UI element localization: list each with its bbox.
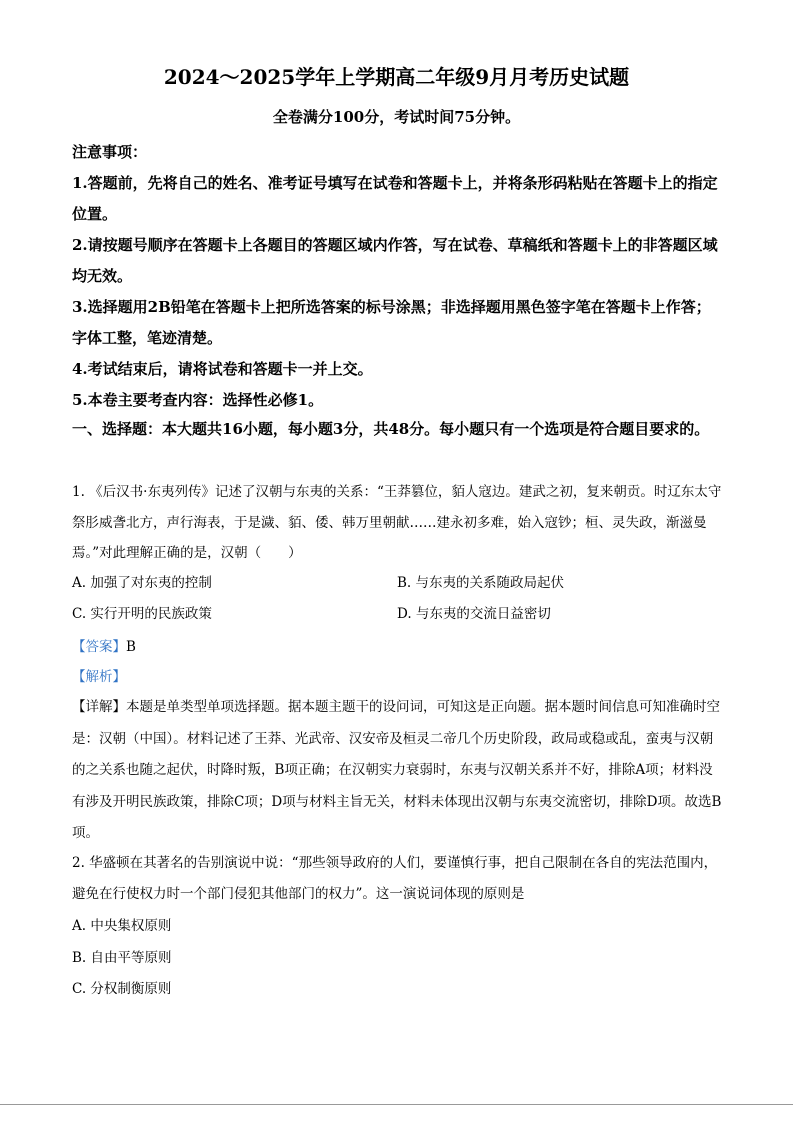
note-item: 2.请按题号顺序在答题卡上各题目的答题区域内作答，写在试卷、草稿纸和答题卡上的非答题区域均无效。 (72, 236, 718, 285)
answer-line (72, 632, 722, 662)
footer-divider (0, 1104, 793, 1105)
exam-subtitle: 全卷满分100分，考试时间75分钟。 (272, 108, 521, 126)
option-c: C. 实行开明的民族政策 (72, 606, 212, 622)
question-1-options (72, 568, 722, 630)
question-2-stem: 2. 华盛顿在其著名的告别演说中说：“那些领导政府的人们，要谨慎行事，把自己限制在各自的宪法范围内，避免在行使权力时一个部门侵犯其他部门的权力”。这一演说词体现的原则是 (72, 855, 718, 902)
note-item: 5.本卷主要考查内容：选择性必修1。 (72, 391, 324, 409)
option-d: D. 与东夷的交流日益密切 (397, 606, 551, 622)
question-1-stem: 1. 《后汉书·东夷列传》记述了汉朝与东夷的关系：“王莽篡位，貊人寇边。建武之初，复来朝贡。时辽东太守祭肜威詟北方，声行海表，于是濊、貊、倭、韩万里朝献……建永初多难，始入寇钞；桓、灵失政，渐滋曼焉。”对此理解正确的是，汉朝（ ） (72, 484, 722, 561)
answer-tag: 【答案】 (72, 639, 126, 655)
detail-tag: 【详解】 (72, 699, 126, 715)
analysis-line (72, 662, 722, 692)
option-a: A. 加强了对东夷的控制 (72, 575, 212, 591)
option-b: B. 与东夷的关系随政局起伏 (397, 575, 565, 591)
analysis-tag: 【解析】 (72, 669, 126, 685)
exam-title: 2024～2025学年上学期高二年级9月月考历史试题 (163, 65, 630, 89)
notes-block (72, 137, 722, 416)
note-item: 4.考试结束后，请将试卷和答题卡一并上交。 (72, 360, 373, 378)
option-c: C. 分权制衡原则 (72, 981, 172, 997)
question-2-options (72, 911, 722, 1006)
option-b: B. 自由平等原则 (72, 949, 172, 966)
note-item: 3.选择题用2B铅笔在答题卡上把所选答案的标号涂黑；非选择题用黑色签字笔在答题卡上作答；字体工整，笔迹清楚。 (72, 298, 711, 347)
section-heading: 一、选择题：本大题共16小题，每小题3分，共48分。每小题只有一个选项是符合题目要求的。 (72, 420, 710, 438)
detail-text: 本题是单类型单项选择题。据本题主题干的设问词，可知这是正向题。据本题时间信息可知准确时空是：汉朝（中国）。材料记述了王莽、光武帝、汉安帝及桓灵二帝几个历史阶段，政局或稳或乱，蛮夷与汉朝的之关系也随之起伏，时降时叛，B项正确；在汉朝实力衰弱时，东夷与汉朝关系并不好，排除A项；材料没有涉及开明民族政策，排除C项；D项与材料主旨无关，材料未体现出汉朝与东夷交流密切，排除D项。故选B项。 (72, 699, 722, 841)
notes-heading: 注意事项： (72, 143, 148, 161)
option-a: A. 中央集权原则 (72, 918, 172, 934)
detail-paragraph (72, 692, 722, 850)
answer-value: B (126, 639, 136, 655)
note-item: 1.答题前，先将自己的姓名、准考证号填写在试卷和答题卡上，并将条形码粘贴在答题卡上的指定位置。 (72, 174, 718, 223)
